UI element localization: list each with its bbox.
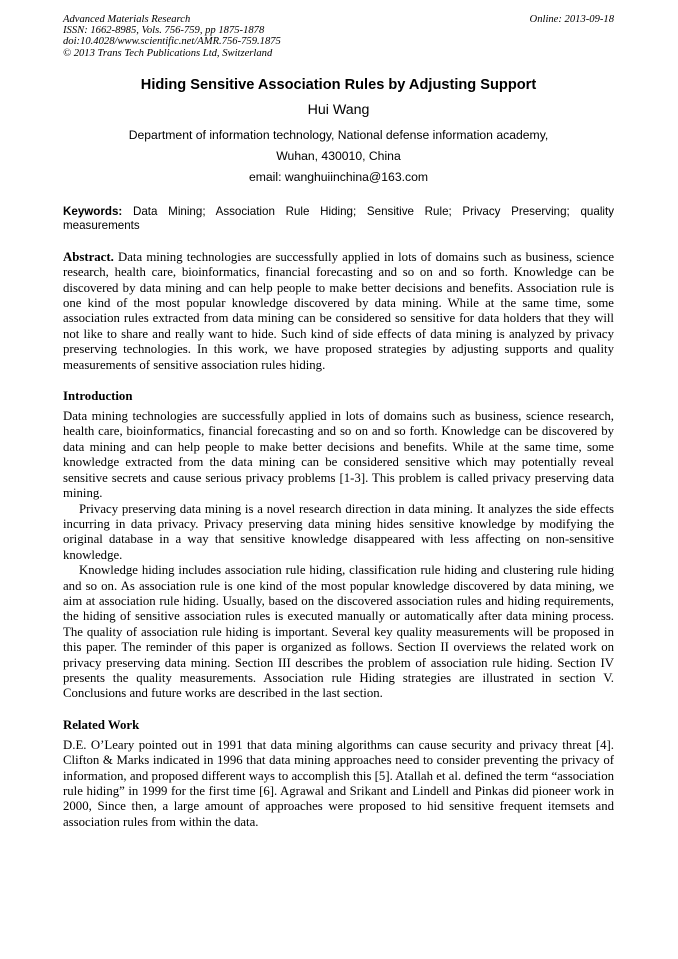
abstract-label: Abstract.: [63, 249, 114, 264]
paper-page: [63, 14, 614, 830]
issn-line: ISSN: 1662-8985, Vols. 756-759, pp 1875-1878: [63, 25, 265, 37]
keywords-label: Keywords:: [63, 204, 123, 218]
doi-line: doi:10.4028/www.scientific.net/AMR.756-759.1875: [63, 36, 281, 48]
introduction-heading: Introduction: [63, 389, 133, 404]
online-date: Online: 2013-09-18: [529, 14, 614, 25]
affiliation-line-1: Department of information technology, National defense information academy,: [128, 127, 549, 142]
introduction-paragraph-3: Knowledge hiding includes association rule hiding, classification rule hiding and clustering rule hiding and so on. As association rule is one kind of the most popular knowledge discovered by data mining, we aim at association rule hiding. Usually, based on the discovered association rules and hiding requirements, the hiding of sensitive association rules is executed manually or automatically after data mining process. The quality of association rule hiding is important. Several key quality measurements will be proposed in this paper. The reminder of this paper is organized as follows. Section II overviews the related work on privacy preserving data mining. Section III describes the problem of association rule hiding. Section IV presents the quality measurements. Association rule Hiding strategies are illustrated in section V. Conclusions and future works are described in the last section.: [63, 563, 614, 701]
keywords: [63, 205, 614, 234]
related-work-heading: Related Work: [63, 717, 140, 732]
introduction-paragraph-1: Data mining technologies are successfully applied in lots of domains such as business, science research, health care, bioinformatics, financial forecasting and so on and so forth. Knowledge can be discovered by data mining and can help people to make better decisions and benefits. While at the same time, some knowledge extracted from the data mining can be considered sensitive which may potentially reveal sensitive secrets and cause serious privacy problems [1-3]. This problem is called privacy preserving data mining.: [63, 409, 614, 501]
copyright-line: © 2013 Trans Tech Publications Ltd, Switzerland: [63, 47, 273, 59]
journal-header: [63, 14, 614, 59]
paper-author: Hui Wang: [307, 101, 370, 118]
abstract: [63, 250, 614, 373]
affiliation: [63, 125, 614, 188]
keywords-text: Data Mining; Association Rule Hiding; Sensitive Rule; Privacy Preserving; quality measurements: [63, 204, 614, 233]
journal-name: Advanced Materials Research: [63, 14, 191, 25]
abstract-text: Data mining technologies are successfully applied in lots of domains such as business, science research, health care, bioinformatics, financial forecasting and so on and so forth. Knowledge can be discovered by data mining and can help people to make better decisions and benefits. Association rule is one kind of the most popular knowledge discovered by data mining. While at the same time, some association rules extracted from data mining can be considered so sensitive for data holders that they will not like to share and really want to hide. Such kind of side effects of data mining is analyzed by privacy preserving technologies. In this work, we have proposed strategies by adjusting supports and quality measurements of sensitive association rules hiding.: [63, 249, 615, 372]
related-work-paragraph-1: D.E. O’Leary pointed out in 1991 that data mining algorithms can cause security and privacy threat [4]. Clifton & Marks indicated in 1996 that data mining approaches need to consider preventing the privacy of information, and proposed different ways to accomplish this [5]. Atallah et al. defined the term “association rule hiding” in 1999 for the first time [6]. Agrawal and Srikant and Lindell and Pinkas did pioneer work in 2000, Since then, a large amount of approaches were proposed to hid sensitive frequent itemsets and association rules from within the data.: [63, 737, 614, 829]
affiliation-line-2: Wuhan, 430010, China: [276, 148, 401, 163]
introduction-paragraph-2: Privacy preserving data mining is a novel research direction in data mining. It analyzes the side effects incurring in data privacy. Privacy preserving data mining hides sensitive knowledge by modifying the original database in a way that sensitive knowledge disappeared with less affecting on non-sensitive knowledge.: [63, 501, 614, 562]
author-email: email: wanghuiinchina@163.com: [248, 169, 429, 184]
paper-title: Hiding Sensitive Association Rules by Adjusting Support: [140, 76, 537, 93]
